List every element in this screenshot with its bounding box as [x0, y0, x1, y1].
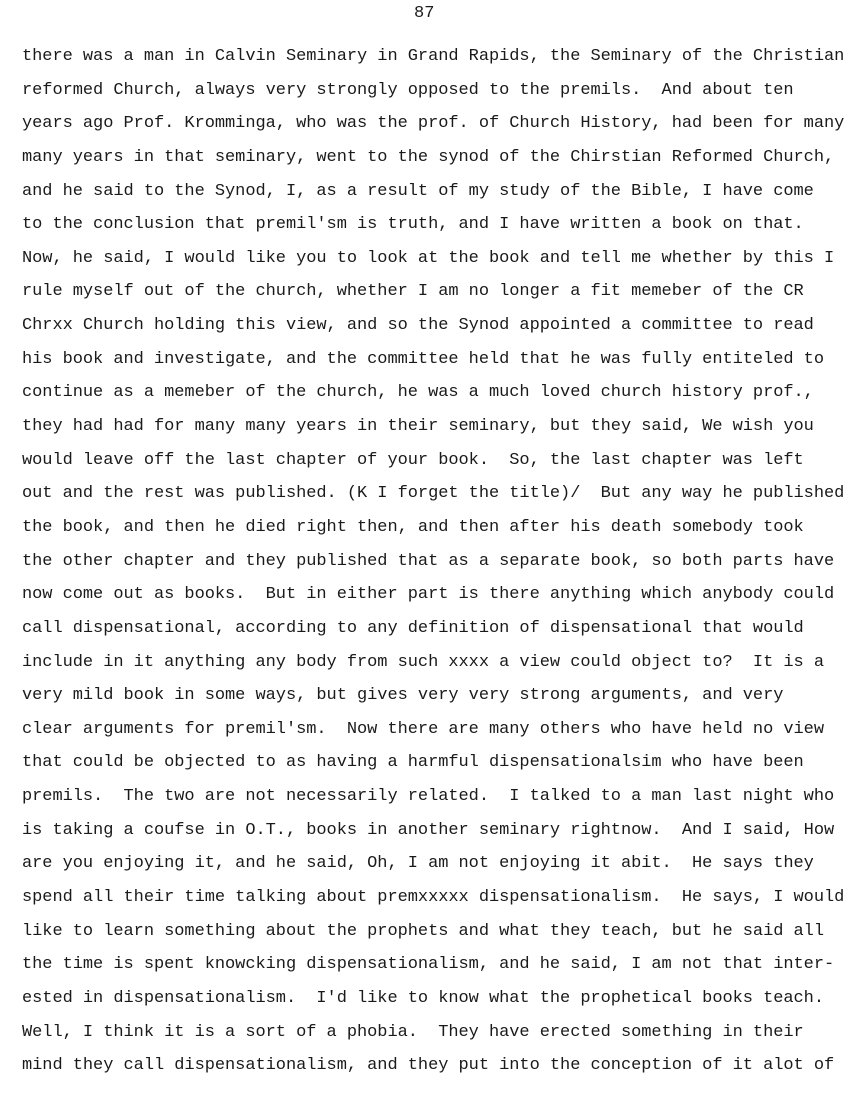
text-line: to the conclusion that premil'sm is truth, and I have written a book on that.	[22, 215, 804, 235]
text-line: ested in dispensationalism. I'd like to know what the prophetical books teach.	[22, 988, 824, 1008]
text-line: out and the rest was published. (K I forget the title)/ But any way he published	[22, 484, 845, 504]
text-line: reformed Church, always very strongly opposed to the premils. And about ten	[22, 80, 794, 100]
text-line: rule myself out of the church, whether I am no longer a fit memeber of the CR	[22, 282, 804, 302]
text-line: that could be objected to as having a harmful dispensationalsim who have been	[22, 753, 804, 773]
page-number: 87	[414, 4, 435, 23]
text-line: many years in that seminary, went to the synod of the Chirstian Reformed Church,	[22, 147, 835, 167]
text-line: they had had for many many years in their seminary, but they said, We wish you	[22, 417, 814, 437]
text-line: the time is spent knowcking dispensationalism, and he said, I am not that inter-	[22, 955, 835, 975]
text-line: Now, he said, I would like you to look at the book and tell me whether by this I	[22, 248, 835, 268]
text-line: Chrxx Church holding this view, and so the Synod appointed a committee to read	[22, 316, 814, 336]
text-line: continue as a memeber of the church, he was a much loved church history prof.,	[22, 383, 814, 403]
text-line: his book and investigate, and the committee held that he was fully entiteled to	[22, 349, 824, 369]
text-line: now come out as books. But in either part is there anything which anybody could	[22, 585, 835, 605]
text-line: premils. The two are not necessarily related. I talked to a man last night who	[22, 787, 835, 807]
text-line: and he said to the Synod, I, as a result of my study of the Bible, I have come	[22, 181, 814, 201]
text-line: is taking a coufse in O.T., books in another seminary rightnow. And I said, How	[22, 820, 835, 840]
text-line: call dispensational, according to any definition of dispensational that would	[22, 618, 804, 638]
text-line: the other chapter and they published that as a separate book, so both parts have	[22, 551, 835, 571]
text-line: there was a man in Calvin Seminary in Grand Rapids, the Seminary of the Christian	[22, 47, 845, 66]
text-line: include in it anything any body from such xxxx a view could object to? It is a	[22, 652, 824, 672]
text-line: the book, and then he died right then, and then after his death somebody took	[22, 517, 804, 537]
text-line: years ago Prof. Kromminga, who was the prof. of Church History, had been for many	[22, 114, 845, 134]
text-line: very mild book in some ways, but gives very very strong arguments, and very	[22, 686, 784, 706]
text-line: Well, I think it is a sort of a phobia. They have erected something in their	[22, 1022, 804, 1042]
text-line: mind they call dispensationalism, and they put into the conception of it alot of	[22, 1056, 835, 1076]
text-line: clear arguments for premil'sm. Now there are many others who have held no view	[22, 719, 824, 739]
text-line: spend all their time talking about premxxxxx dispensationalism. He says, I would	[22, 888, 845, 908]
text-line: are you enjoying it, and he said, Oh, I am not enjoying it abit. He says they	[22, 854, 814, 874]
text-line: would leave off the last chapter of your book. So, the last chapter was left	[22, 450, 804, 470]
text-line: like to learn something about the prophets and what they teach, but he said all	[22, 921, 824, 941]
typewritten-body	[22, 40, 848, 1083]
